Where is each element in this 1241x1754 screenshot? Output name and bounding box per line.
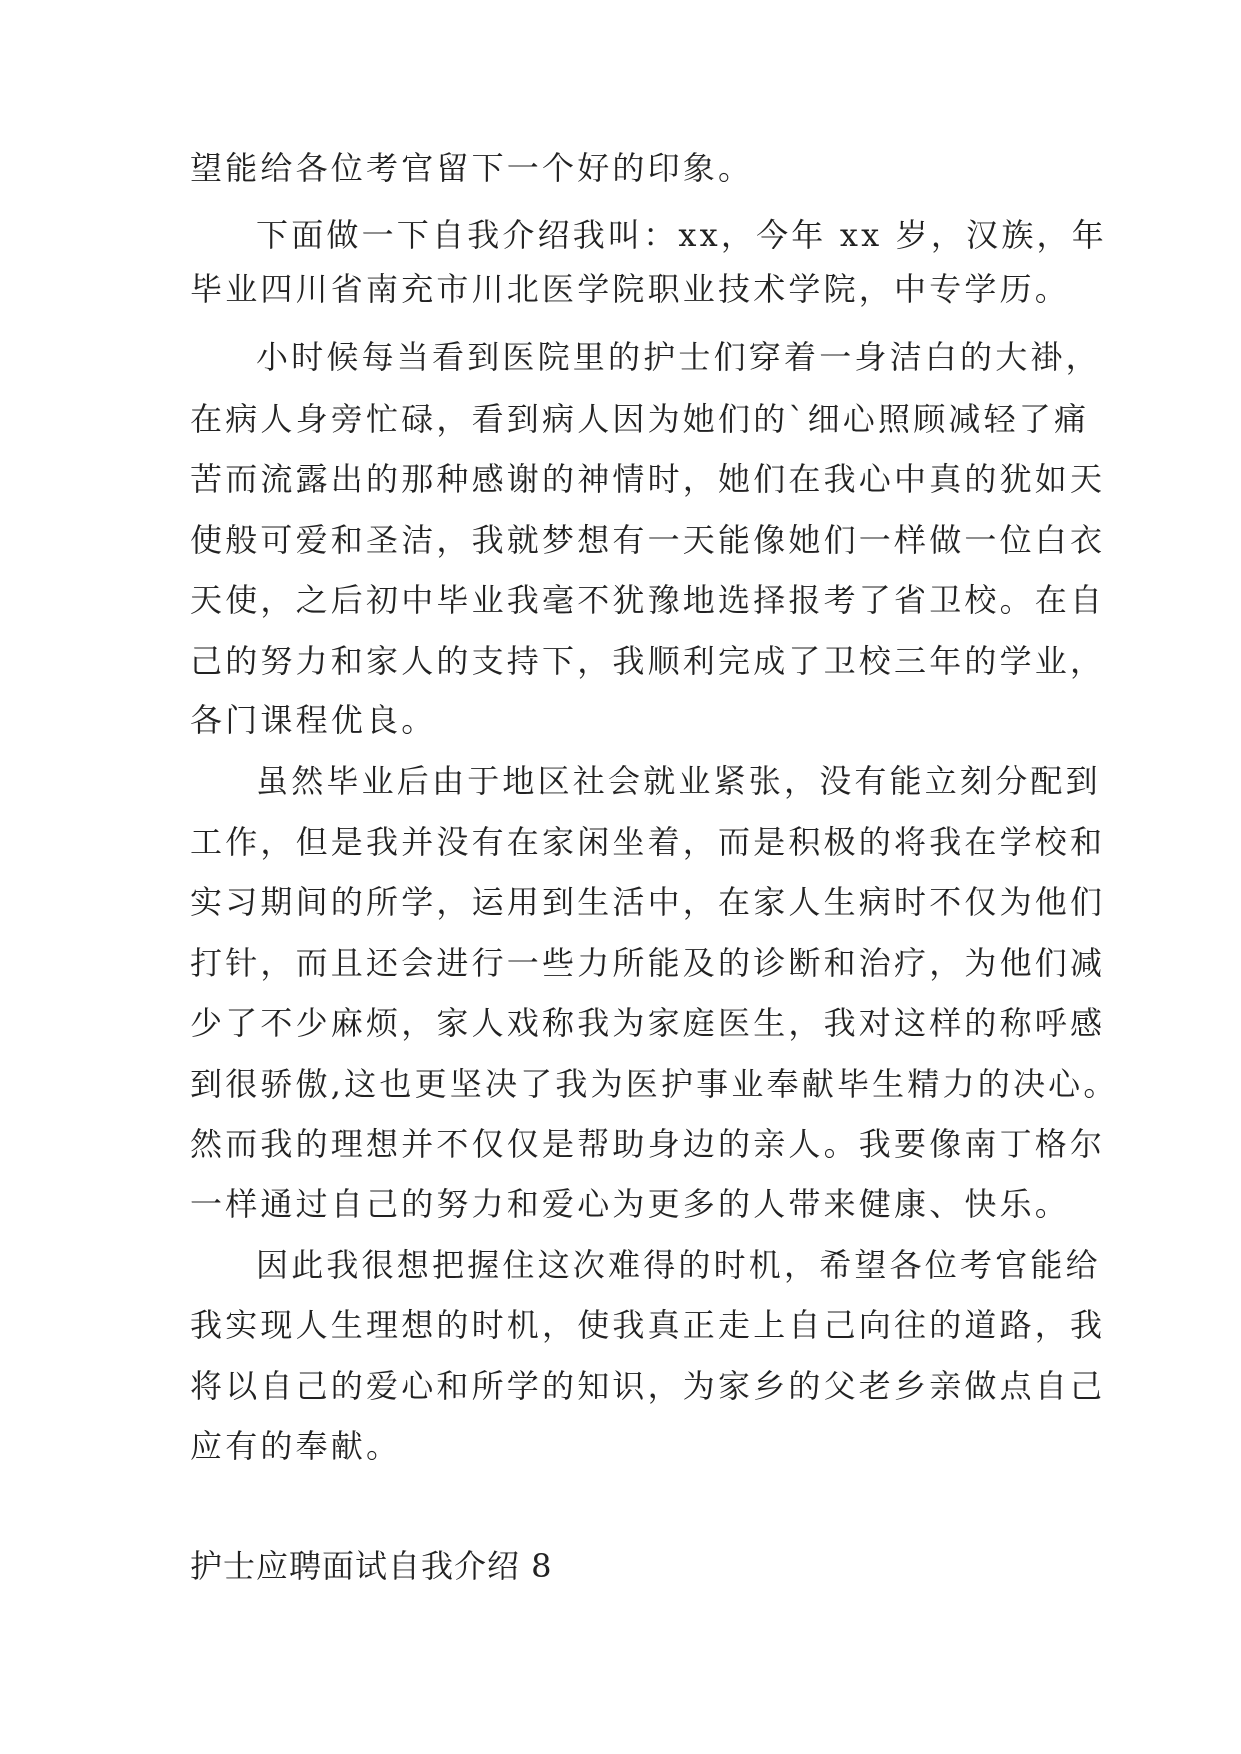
paragraph-line: 毕业四川省南充市川北医学院职业技术学院，中专学历。 bbox=[190, 270, 1071, 308]
paragraph-line: 打针，而且还会进行一些力所能及的诊断和治疗，为他们减 bbox=[190, 944, 1106, 982]
paragraph-line: 因此我很想把握住这次难得的时机，希望各位考官能给 bbox=[256, 1246, 1101, 1284]
paragraph-line: 苦而流露出的那种感谢的神情时，她们在我心中真的犹如天 bbox=[190, 460, 1106, 498]
paragraph-line: 实习期间的所学，运用到生活中，在家人生病时不仅为他们 bbox=[190, 883, 1106, 921]
paragraph-line: 己的努力和家人的支持下，我顺利完成了卫校三年的学业， bbox=[190, 642, 1106, 680]
paragraph-line: 少了不少麻烦，家人戏称我为家庭医生，我对这样的称呼感 bbox=[190, 1004, 1106, 1042]
paragraph-line: 然而我的理想并不仅仅是帮助身边的亲人。我要像南丁格尔 bbox=[190, 1125, 1106, 1163]
paragraph-line: 虽然毕业后由于地区社会就业紧张，没有能立刻分配到 bbox=[256, 762, 1101, 800]
paragraph-line: 我实现人生理想的时机，使我真正走上自己向往的道路，我 bbox=[190, 1306, 1106, 1344]
section-heading: 护士应聘面试自我介绍 8 bbox=[190, 1547, 553, 1585]
paragraph-line: 工作，但是我并没有在家闲坐着，而是积极的将我在学校和 bbox=[190, 823, 1106, 861]
paragraph-line: 在病人身旁忙碌，看到病人因为她们的`细心照顾减轻了痛 bbox=[190, 400, 1090, 438]
paragraph-line: 下面做一下自我介绍我叫：xx，今年 xx 岁，汉族，年 bbox=[256, 216, 1107, 254]
paragraph-line: 小时候每当看到医院里的护士们穿着一身洁白的大褂， bbox=[256, 338, 1101, 376]
paragraph-line: 将以自己的爱心和所学的知识，为家乡的父老乡亲做点自己 bbox=[190, 1367, 1106, 1405]
paragraph-line: 天使，之后初中毕业我毫不犹豫地选择报考了省卫校。在自 bbox=[190, 581, 1106, 619]
paragraph-line: 使般可爱和圣洁，我就梦想有一天能像她们一样做一位白衣 bbox=[190, 521, 1106, 559]
paragraph-line: 应有的奉献。 bbox=[190, 1427, 402, 1465]
paragraph-line: 一样通过自己的努力和爱心为更多的人带来健康、快乐。 bbox=[190, 1185, 1071, 1223]
paragraph-line: 各门课程优良。 bbox=[190, 701, 437, 739]
paragraph-line: 到很骄傲,这也更坚决了我为医护事业奉献毕生精力的决心。 bbox=[190, 1065, 1119, 1103]
paragraph-line: 望能给各位考官留下一个好的印象。 bbox=[190, 149, 754, 187]
